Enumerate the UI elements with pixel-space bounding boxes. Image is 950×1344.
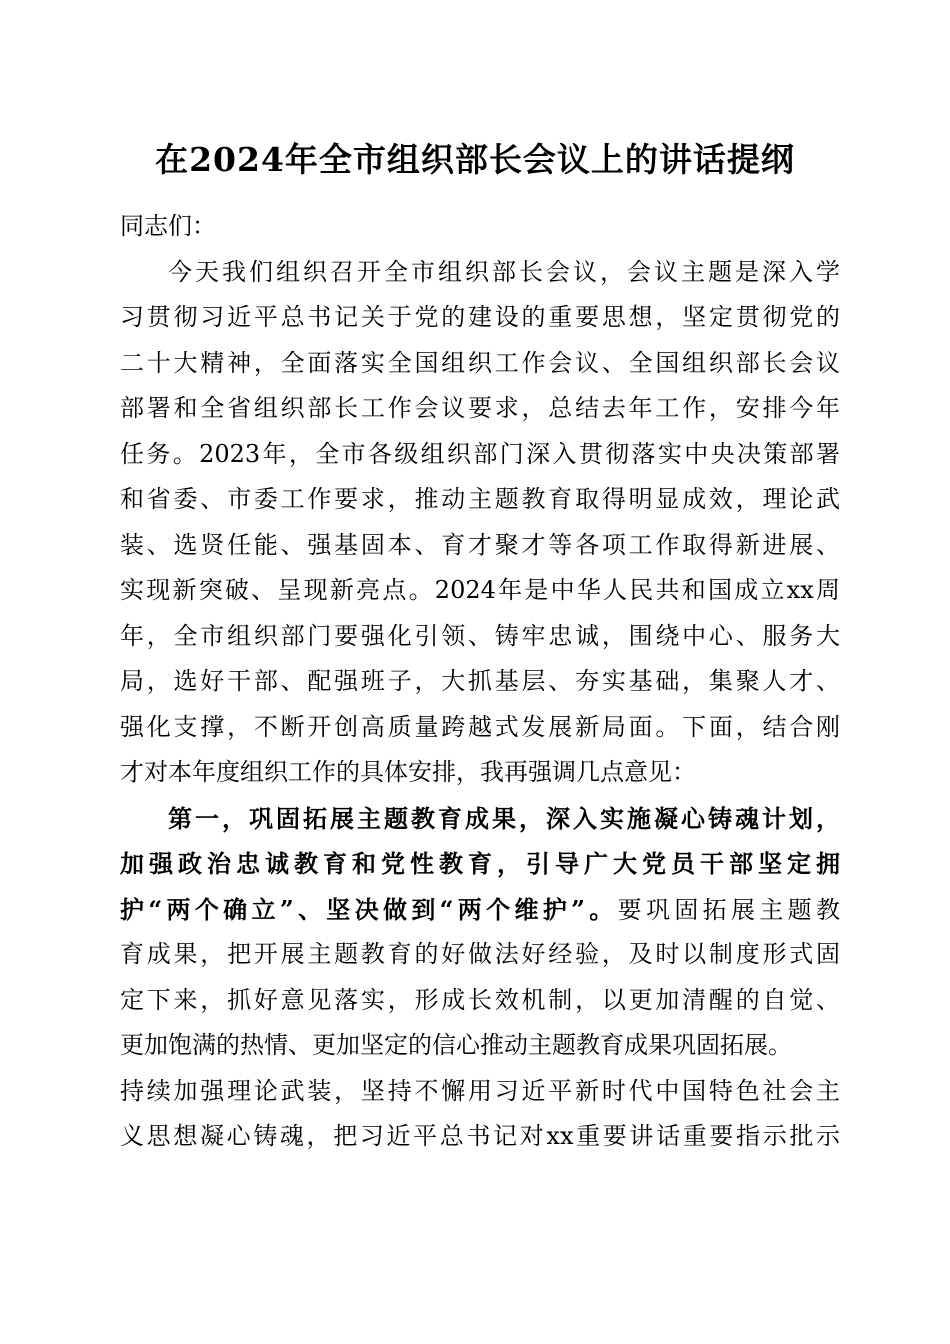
paragraph-continue: 要巩固拓展主题教 [617,895,841,924]
paragraph-line: 二十大精神，全面落实全国组织工作会议、全国组织部长会议 [120,348,840,377]
paragraph-line: 育成果，把开展主题教育的好做法好经验，及时以制度形式固 [120,940,840,968]
paragraph-line: 局，选好干部、配强班子，大抓基层、夯实基础，集聚人才、 [120,667,840,695]
paragraph-line: 强化支撑，不断开创高质量跨越式发展新局面。下面，结合刚 [120,712,840,741]
paragraph-line: 习贯彻习近平总书记关于党的建设的重要思想，坚定贯彻党的 [120,303,840,331]
section-heading-end: 护“两个确立”、坚决做到“两个维护”。 [120,894,618,924]
mixed-line [120,887,840,933]
paragraph-line: 更加饱满的热情、更加坚定的信心推动主题教育成果巩固拓展。 [120,1031,792,1059]
page-title: 在2024年全市组织部长会议上的讲话提纲 [155,140,795,179]
paragraph-line: 实现新突破、呈现新亮点。2024年是中华人民共和国成立xx周 [120,576,840,604]
salutation-line: 同志们： [120,212,216,240]
paragraph-line: 和省委、市委工作要求，推动主题教育取得明显成效，理论武 [120,485,840,513]
paragraph-line: 年，全市组织部门要强化引领、铸牢忠诚，围绕中心、服务大 [120,621,840,650]
paragraph-line: 今天我们组织召开全市组织部长会议，会议主题是深入学 [168,257,840,286]
paragraph-line: 装、选贤任能、强基固本、育才聚才等各项工作取得新进展、 [120,530,840,559]
document-body [120,204,840,1160]
paragraph-line: 定下来，抓好意见落实，形成长效机制，以更加清醒的自觉、 [120,985,840,1014]
paragraph-line: 义思想凝心铸魂，把习近平总书记对xx重要讲话重要指示批示 [120,1122,840,1150]
paragraph-line: 任务。2023年，全市各级组织部门深入贯彻落实中央决策部署 [120,439,840,468]
section-heading-line: 第一，巩固拓展主题教育成果，深入实施凝心铸魂计划， [168,803,840,833]
paragraph-line: 部署和全省组织部长工作会议要求，总结去年工作，安排今年 [120,394,840,422]
paragraph-line: 持续加强理论武装，坚持不懈用习近平新时代中国特色社会主 [120,1076,840,1105]
section-heading-line: 加强政治忠诚教育和党性教育，引导广大党员干部坚定拥 [120,849,840,878]
paragraph-line: 才对本年度组织工作的具体安排，我再强调几点意见： [120,758,696,786]
